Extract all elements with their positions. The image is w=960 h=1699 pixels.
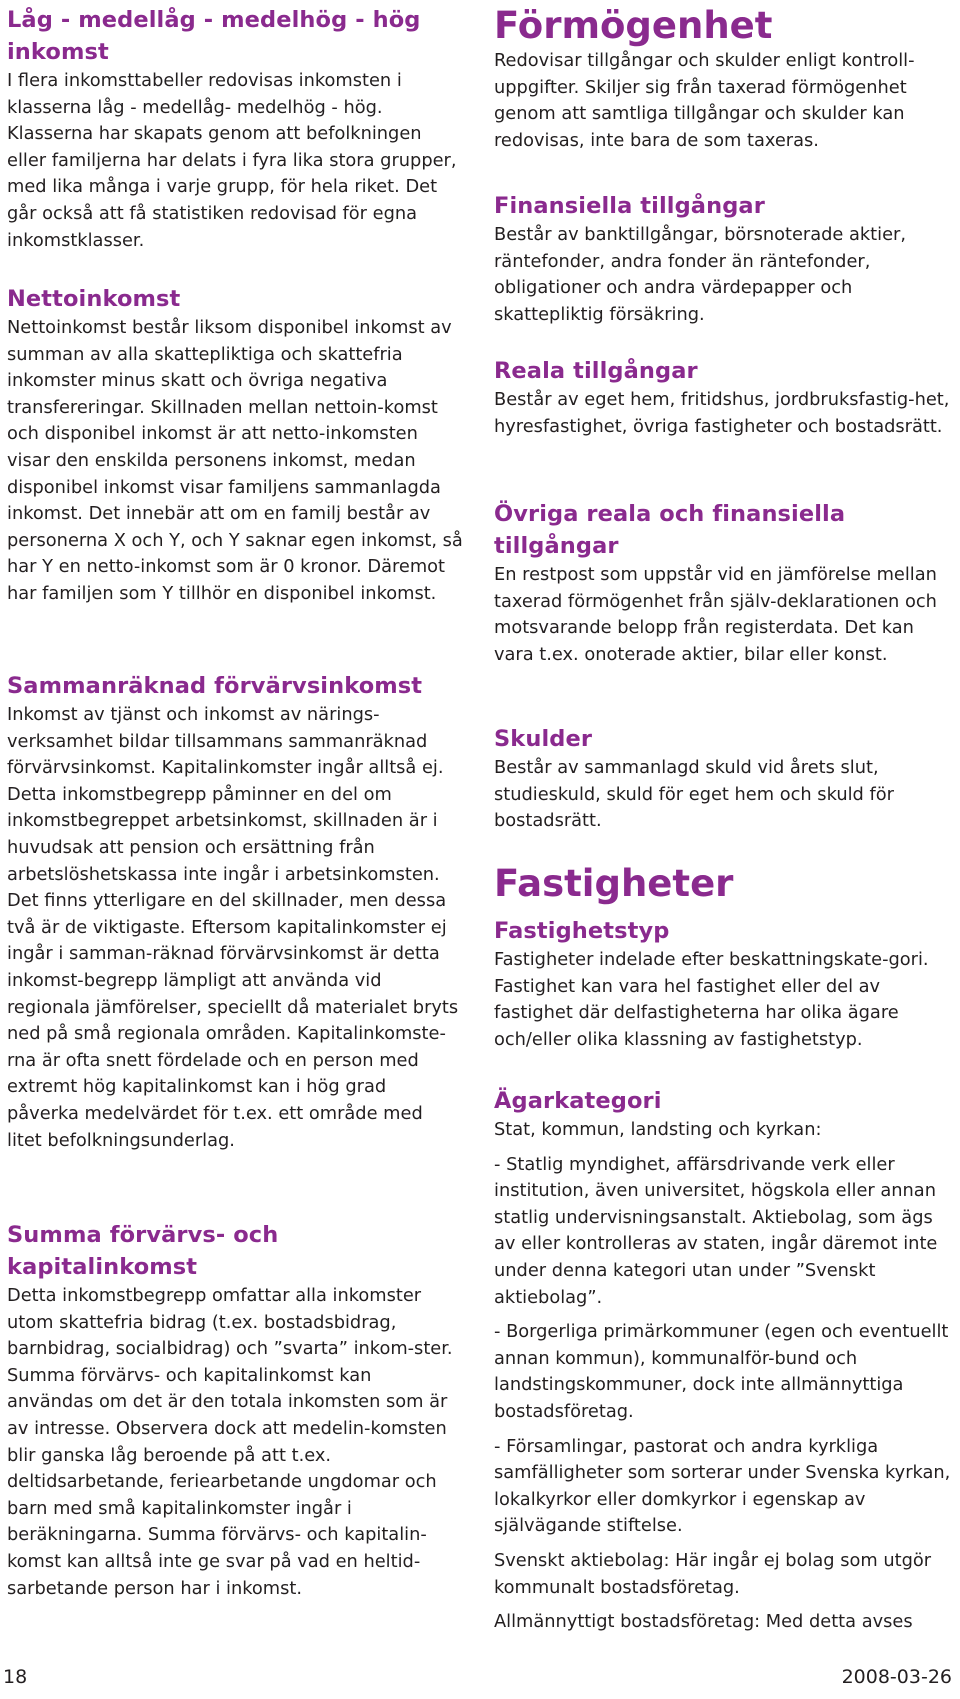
definition-item: Svenskt aktiebolag: Här ingår ej bolag som utgör kommunalt bostadsföretag. (494, 1549, 932, 1598)
section-heading: Finansiella tillgångar (494, 193, 765, 219)
definition-item: Allmännyttigt bostadsföretag: Med detta avses (494, 1611, 913, 1633)
section-body: Inkomst av tjänst och inkomst av närings-verksamhet bildar tillsammans sammanräknad förvärvsinkomst. Kapitalinkomster ingår alltså ej. Detta inkomstbegrepp påminner en del om inkomstbegreppet arbetsinkomst, skillnaden är i huvudsak att pension och ersättning från arbetslöshetskassa inte ingår i arbetsinkomsten. Det finns ytterligare en del skillnader, men dessa två är de viktigaste. Eftersom kapitalinkomster ej ingår i samman-räknad förvärvsinkomst är detta inkomst-begrepp lämpligt att använda vid regionala jämförelser, speciellt då materialet bryts ned på små regionala områden. Kapitalinkomste-rna är ofta snett fördelade och en person med extremt hög kapitalinkomst kan i hög grad påverka medelvärdet för t.ex. ett område med litet befolkningsunderlag. (7, 704, 459, 1151)
section-skulder (494, 723, 954, 835)
section-fastighetstyp (494, 915, 954, 1053)
section-heading: Övriga reala och finansiella tillgångar (494, 501, 846, 559)
section-heading: Fastighetstyp (494, 918, 670, 944)
section-inkomstklasser (7, 4, 463, 254)
section-body: Detta inkomstbegrepp omfattar alla inkomster utom skattefria bidrag (t.ex. bostadsbidrag, barnbidrag, socialbidrag) och ”svarta” inkom-ster. Summa förvärvs- och kapitalinkomst kan användas om det är den totala inkomsten som är av intresse. Observera dock att medelin-komsten blir ganska låg beroende på att t.ex. deltidsarbetande, feriearbetande ungdomar och barn med små kapitalinkomster ingår i beräkningarna. Summa förvärvs- och kapitalin-komst kan alltså inte ge svar på vad en heltid-sarbetande person har i inkomst. (7, 1285, 453, 1599)
page-heading: Förmögenhet (494, 4, 773, 47)
section-body: Nettoinkomst består liksom disponibel inkomst av summan av alla skattepliktiga och skattefria inkomster minus skatt och övriga negativa transfereringar. Skillnaden mellan nettoin-komst och disponibel inkomst är att netto-inkomsten visar den enskilda personens inkomst, medan disponibel inkomst visar familjens sammanlagda inkomst. Det innebär att om en familj består av personerna X och Y, och Y saknar egen inkomst, så har Y en netto-inkomst som är 0 kronor. Däremot har familjen som Y tillhör en disponibel inkomst. (7, 317, 463, 604)
section-body: I flera inkomsttabeller redovisas inkomsten i klasserna låg - medellåg- medelhög - hög. Klasserna har skapats genom att befolkningen eller familjerna har delats i fyra lika stora grupper, med lika många i varje grupp, för hela riket. Det går också att få statistiken redovisad för egna inkomstklasser. (7, 70, 457, 251)
section-heading: Ägarkategori (494, 1088, 662, 1114)
section-sammanraknad-forvarvsinkomst (7, 670, 463, 1154)
list-item: - Statlig myndighet, affärsdrivande verk eller institution, även universitet, högskola eller annan statlig undervisningsanstalt. Aktiebolag, som ägs av eller kontrolleras av staten, ingår däremot inte under denna kategori utan under ”Svenskt aktiebolag”. (494, 1153, 938, 1308)
list-item: - Borgerliga primärkommuner (egen och eventuellt annan kommun), kommunalför-bund och landstingskommuner, dock inte allmännyttiga bostadsföretag. (494, 1321, 949, 1422)
page-number: 18 (3, 1666, 28, 1688)
section-agarkategori (494, 1085, 954, 1636)
section-heading: Låg - medellåg - medelhög - hög inkomst (7, 7, 421, 65)
section-body: Består av sammanlagd skuld vid årets slut, studieskuld, skuld för eget hem och skuld för bostadsrätt. (494, 757, 894, 832)
section-heading: Skulder (494, 726, 593, 752)
section-body: Består av banktillgångar, börsnoterade aktier, räntefonder, andra fonder än räntefonder, obligationer och andra värdepapper och skattepliktig försäkring. (494, 224, 906, 325)
section-intro: Stat, kommun, landsting och kyrkan: (494, 1119, 822, 1140)
section-heading: Summa förvärvs- och kapitalinkomst (7, 1222, 279, 1280)
section-body: En restpost som uppstår vid en jämförelse mellan taxerad förmögenhet från själv-deklarationen och motsvarande belopp från registerdata. Det kan vara t.ex. onoterade aktier, bilar eller konst. (494, 564, 937, 665)
list-item: - Församlingar, pastorat och andra kyrkliga samfälligheter som sorterar under Svenska kyrkan, lokalkyrkor eller domkyrkor i egenskap av självägande stiftelse. (494, 1435, 951, 1537)
page-date: 2008-03-26 (841, 1666, 952, 1688)
section-formogenhet (494, 4, 954, 154)
section-body: Fastigheter indelade efter beskattningskate-gori. Fastighet kan vara hel fastighet eller del av fastighet där delfastigheterna har olika ägare och/eller olika klassning av fastighetstyp. (494, 949, 929, 1050)
section-finansiella-tillgangar (494, 190, 954, 328)
section-body: Består av eget hem, fritidshus, jordbruksfastig-het, hyresfastighet, övriga fastigheter och bostadsrätt. (494, 389, 950, 437)
section-heading: Reala tillgångar (494, 358, 698, 384)
section-heading: Nettoinkomst (7, 286, 181, 312)
section-heading: Sammanräknad förvärvsinkomst (7, 673, 423, 699)
section-summa-forvarvs-kapitalinkomst (7, 1219, 463, 1602)
section-body: Redovisar tillgångar och skulder enligt kontroll-uppgifter. Skiljer sig från taxerad förmögenhet genom att samtliga tillgångar och skulder kan redovisas, inte bara de som taxeras. (494, 50, 915, 151)
section-ovriga-tillgangar (494, 498, 954, 668)
section-reala-tillgangar (494, 355, 954, 440)
section-nettoinkomst (7, 283, 463, 608)
page-heading: Fastigheter (494, 862, 734, 905)
section-fastigheter (494, 862, 954, 906)
